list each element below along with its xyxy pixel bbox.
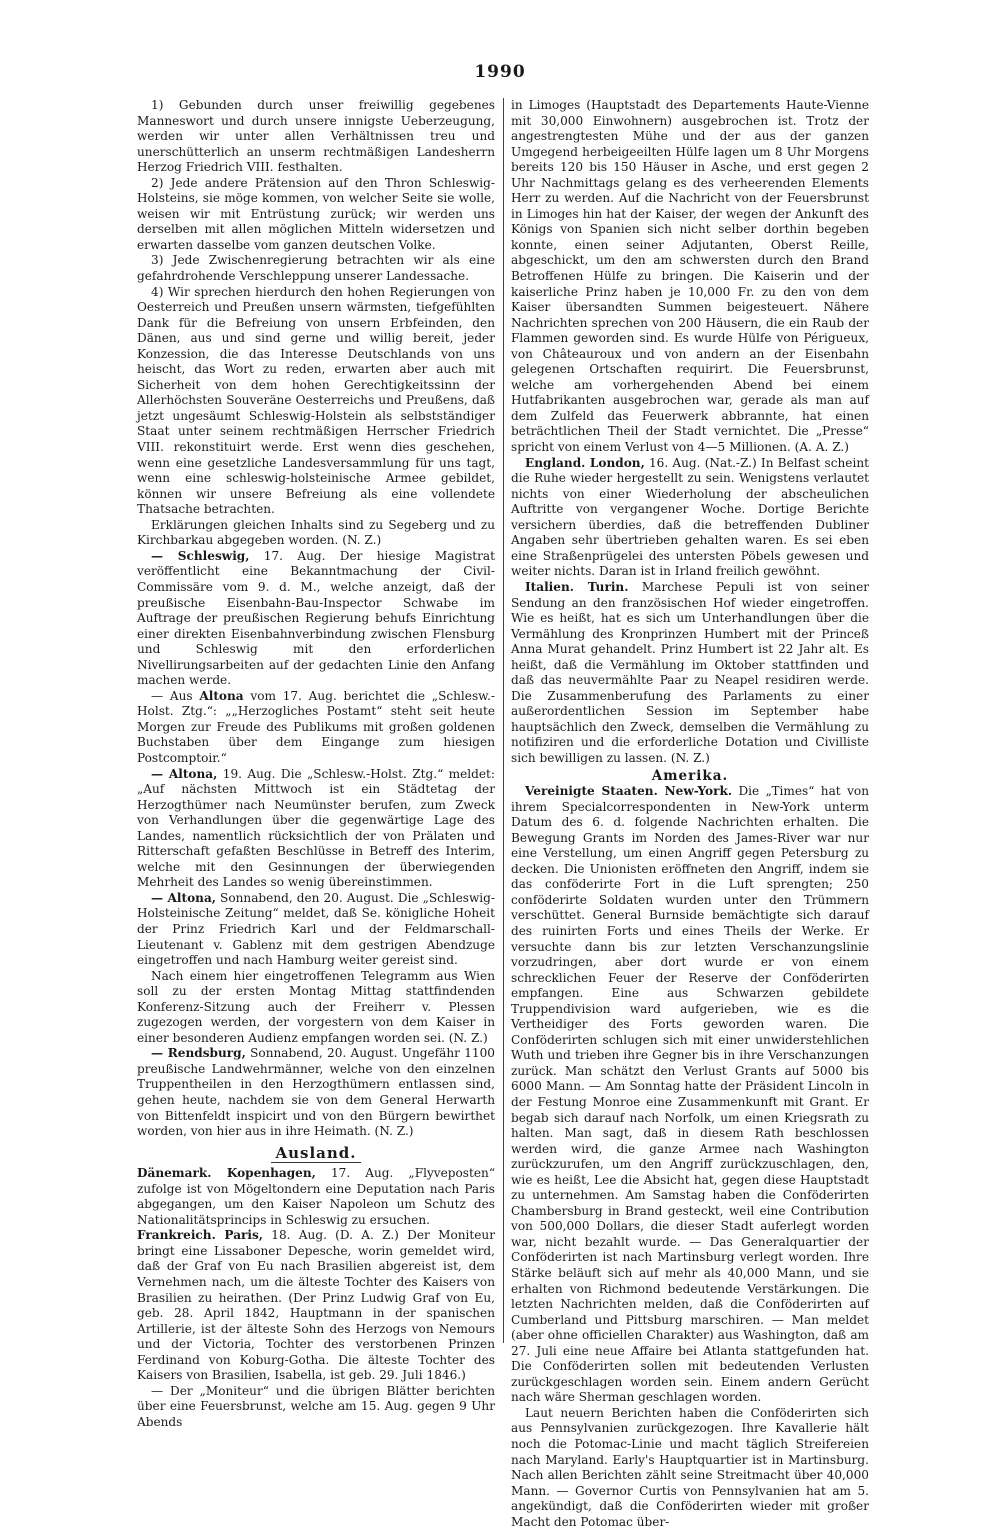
article-text: Sonnabend, 20. August. Ungefähr 1100 preußische Landwehrmänner, welche von den einzelnen Truppentheilen in den Herzogthümern entlassen sind, gehen heute, nachdem sie von dem General Herwarth von Bittenfeldt inspicirt und von den Bürgern bewirthet worden, von hier aus in ihre Heimath. (N. Z.) (137, 1046, 495, 1139)
paragraph: 1) Gebunden durch unser freiwillig gegebenes Manneswort und durch unsere innigste Ueberzeugung, werden wir unter allen Verhältnissen treu und unerschütterlich an unserm rechtmäßigen Landesherrn Herzog Friedrich VIII. festhalten. (137, 98, 495, 175)
section-heading-amerika: Amerika. (651, 767, 729, 784)
article (137, 549, 495, 689)
paragraph: Erklärungen gleichen Inhalts sind zu Segeberg und zu Kirchbarkau abgegeben worden. (N. Z.) (137, 517, 495, 548)
article (137, 1228, 495, 1383)
article (137, 767, 495, 891)
article-text: 16. Aug. (Nat.-Z.) In Belfast scheint die Ruhe wieder hergestellt zu sein. Wenigstens verlautet nichts von einer Wiederholung der abscheulichen Auftritte von vergangener Woche. Dortige Berichte versichern überdies, daß die betreffenden Dubliner Angaben sehr übertrieben gehalten waren. Es sei eben eine Straßenprügelei des untersten Pöbels gewesen und weiter nichts. Daran ist in Irland freilich gewöhnt. (511, 455, 869, 579)
paragraph: Laut neuern Berichten haben die Conföderirten sich aus Pennsylvanien zurückgezogen. Ihre Kavallerie hält noch die Potomac-Linie und macht täglich Streifereien nach Maryland. Early's Hauptquartier ist in Martinsburg. Nach allen Berichten zählt seine Streitmacht über 40,000 Mann. — Governor Curtis von Pennsylvanien hat am 5. angekündigt, daß die Conföderirten wieder mit großer Macht den Potomac über- (511, 1405, 869, 1529)
article-text: 18. Aug. (D. A. Z.) Der Moniteur bringt eine Lissaboner Depesche, worin gemeldet wird, daß der Graf von Eu nach Brasilien abgereist ist, dem Vernehmen nach, um die älteste Tochter des Kaisers von Brasilien zu heirathen. (Der Prinz Ludwig Graf von Eu, geb. 28. April 1842, Hauptmann in der spanischen Artillerie, ist der älteste Sohn des Herzogs von Nemours und der Victoria, Tochter des verstorbenen Prinzen Ferdinand von Koburg-Gotha. Die älteste Tochter des Kaisers von Brasilien, Isabella, ist geb. 29. Juli 1846.) (137, 1228, 495, 1383)
dateline: Altona (199, 688, 244, 703)
article-text: Die „Times“ hat von ihrem Specialcorrespondenten in New-York unterm Datum des 6. d. folgende Nachrichten erhalten. Die Bewegung Grants im Norden des James-River war nur eine Verstellung, um einen Angriff gegen Petersburg zu decken. Die Unionisten eröffneten den Angriff, indem sie das conföderirte Fort in die Luft sprengten; 250 conföderirte Soldaten wurden unter den Trümmern verschüttet. General Burnside bemächtigte sich darauf des ruinirten Forts und eines Theils der Werke. Er versuchte dann bis zur letzten Verschanzungslinie vorzudringen, aber dort wurde er von einem schrecklichen Feuer der Reserve der Conföderirten empfangen. Eine aus Schwarzen gebildete Truppendivision ward aufgerieben, wie es die Vertheidiger des Forts geworden waren. Die Conföderirten schlugen sich mit einer unwiderstehlichen Wuth und trieben ihre Gegner bis in ihre Verschanzungen zurück. Man schätzt den Verlust Grants auf 5000 bis 6000 Mann. — Am Sonntag hatte der Präsident Lincoln in der Festung Monroe eine Zusammenkunft mit Grant. Er begab sich darauf nach Norfolk, um einen Kriegsrath zu halten. Man sagt, daß in diesem Rath beschlossen werden wird, die ganze Armee nach Washington zurückzurufen, um den Angriff zurückzuschlagen, den, wie es heißt, Lee die Absicht hat, gegen diese Hauptstadt zu unternehmen. Am Samstag haben die Conföderirten Chambersburg in Brand gesteckt, weil eine Contribution von 500,000 Dollars, die dieser Stadt auferlegt worden war, nicht bezahlt wurde. — Das Generalquartier der Conföderirten ist nach Martinsburg verlegt worden. Ihre Stärke beläuft sich auf mehr als 40,000 Mann, und sie erhalten von Richmond bedeutende Verstärkungen. Die letzten Nachrichten melden, daß die Conföderirten auf Cumberland und Pittsburg marschiren. — Man meldet (aber ohne officiellen Charakter) aus Washington, daß am 27. Juli eine neue Affaire bei Atlanta stattgefunden hat. Die Conföderirten sollen mit bedeutenden Verlusten zurückgeschlagen worden sein. Einem andern Gerücht nach wäre Sherman geschlagen worden. (511, 784, 869, 1405)
paragraph: 2) Jede andere Prätension auf den Thron Schleswig-Holsteins, sie möge kommen, von welcher Seite sie wolle, weisen wir mit Entrüstung zurück; wir werden uns derselben mit allen möglichen Mitteln widersetzen und erwarten dasselbe vom ganzen deutschen Volke. (137, 175, 495, 252)
page-number: 1990 (474, 62, 526, 82)
dateline: Vereinigte Staaten. New-York. (525, 784, 733, 799)
article (511, 456, 869, 580)
dateline: — Rendsburg, (151, 1046, 246, 1061)
dateline: — Schleswig, (151, 548, 250, 563)
section-heading-ausland: Ausland. (275, 1143, 357, 1162)
section-rule (271, 1162, 361, 1163)
article-text: 17. Aug. Der hiesige Magistrat veröffentlicht eine Bekanntmachung der Civil-Commissäre vom 9. d. M., welche anzeigt, daß der preußische Eisenbahn-Bau-Inspector Schwabe im Auftrage der preußischen Regierung behufs Einrichtung einer direkten Eisenbahnverbindung zwischen Flensburg und Schleswig mit den erforderlichen Nivellirungsarbeiten auf der gedachten Linie den Anfang machen werde. (137, 548, 495, 688)
paragraph: Nach einem hier eingetroffenen Telegramm aus Wien soll zu der ersten Montag Mittag stattfindenden Konferenz-Sitzung auch der Freiherr v. Plessen zugezogen werden, der vorgestern von dem Kaiser in einer besonderen Audienz empfangen worden sei. (N. Z.) (137, 968, 495, 1045)
dateline: Frankreich. Paris, (137, 1228, 264, 1243)
article (511, 580, 869, 767)
article (137, 689, 495, 767)
dateline: England. London, (525, 455, 645, 470)
column-divider (503, 98, 504, 1343)
article-text: Marchese Pepuli ist von seiner Sendung an den französischen Hof wieder eingetroffen. Wie es heißt, hat es sich um Unterhandlungen über die Vermählung des Kronprinzen Humbert mit der Princeß Anna Murat gehandelt. Prinz Humbert ist 22 Jahr alt. Es heißt, daß die Vermählung im Oktober stattfinden und daß das neuvermählte Paar zu Neapel residiren werde. Die Zusammenberufung des Parlaments zu einer außerordentlichen Session im September habe hauptsächlich den Zweck, demselben die Vermählung zu notifiziren und die erforderliche Dotation und Civilliste sich bewilligen zu lassen. (N. Z.) (511, 579, 870, 765)
article-text: 19. Aug. Die „Schlesw.-Holst. Ztg.“ meldet: „Auf nächsten Mittwoch ist ein Städtetag der Herzogthümer nach Neumünster berufen, zum Zweck von Verhandlungen über die gegenwärtige Lage des Landes, namentlich rücksichtlich der von Prälaten und Ritterschaft gefaßten Beschlüsse in Betreff des Interim, welche mit den Gesinnungen der überwiegenden Mehrheit des Landes so wenig übereinstimmen. (137, 766, 495, 890)
left-column (137, 98, 496, 1429)
paragraph: 4) Wir sprechen hierdurch den hohen Regierungen von Oesterreich und Preußen unsern wärmsten, tiefgefühlten Dank für die Befreiung von unsern Erbfeinden, den Dänen, aus und sind gerne und willig bereit, jeder Konzession, die das Interesse Deutschlands von uns heischt, das Wort zu reden, erwarten aber auch mit Sicherheit von dem hohen Gerechtigkeitssinn der Allerhöchsten Souveräne Oesterreichs und Preußens, daß jetzt ungesäumt Schleswig-Holstein als selbstständiger Staat unter seinem rechtmäßigen Herrscher Friedrich VIII. rekonstituirt werde. Erst wenn dies geschehen, wenn eine gesetzliche Landesversammlung für uns tagt, wenn eine schleswig-holsteinische Armee gebildet, können wir unsere Befreiung als eine vollendete Thatsache betrachten. (137, 284, 495, 517)
dateline: Italien. Turin. (525, 579, 629, 594)
article (511, 784, 869, 1406)
article (137, 1166, 495, 1228)
dateline: Dänemark. Kopenhagen, (137, 1166, 316, 1181)
article-prefix: — Aus (151, 688, 200, 703)
paragraph: in Limoges (Hauptstadt des Departements Haute-Vienne mit 30,000 Einwohnern) ausgebrochen ist. Trotz der angestrengtesten Mühe und der aus der ganzen Umgegend herbeigeeilten Hülfe lagen um 8 Uhr Morgens bereits 120 bis 150 Häuser in Asche, und erst gegen 2 Uhr Nachmittags gelang es des verheerenden Elements Herr zu werden. Auf die Nachricht von der Feuersbrunst in Limoges hin hat der Kaiser, der wegen der Ankunft des Königs von Spanien sich nicht selber dorthin begeben konnte, einen seiner Adjutanten, Oberst Reille, abgeschickt, um den am schwersten durch den Brand Betroffenen Hülfe zu bringen. Die Kaiserin und der kaiserliche Prinz haben je 10,000 Fr. zu den von dem Kaiser übersandten Summen beigesteuert. Nähere Nachrichten sprechen von 200 Häusern, die ein Raub der Flammen geworden sind. Es wurde Hülfe von Périgueux, von Châteauroux und von andern an der Eisenbahn gelegenen Ortschaften requirirt. Die Feuersbrunst, welche am vorhergehenden Abend bei einem Hutfabrikanten ausgebrochen war, gerade als man auf dem Zulfeld das Feuerwerk abbrannte, hat einen beträchtlichen Theil der Stadt vernichtet. Die „Presse“ spricht von einem Verlust von 4—5 Millionen. (A. A. Z.) (511, 98, 869, 455)
dateline: — Altona, (151, 890, 216, 905)
paragraph: — Der „Moniteur“ und die übrigen Blätter berichten über eine Feuersbrunst, welche am 15. Aug. gegen 9 Uhr Abends (137, 1383, 495, 1429)
right-column (511, 98, 870, 1529)
dateline: — Altona, (151, 766, 218, 781)
article-text: 17. Aug. „Flyveposten“ zufolge ist von Mögeltondern eine Deputation nach Paris abgegangen, um den Kaiser Napoleon um Schutz des Nationalitätsprincips in Schleswig zu ersuchen. (137, 1166, 495, 1227)
article-text: Sonnabend, den 20. August. Die „Schleswig-Holsteinische Zeitung“ meldet, daß Se. königliche Hoheit der Prinz Friedrich Karl und der Feldmarschall-Lieutenant v. Gablenz mit dem gestrigen Abendzuge eingetroffen und nach Hamburg weiter gereist sind. (137, 890, 495, 968)
article (137, 1046, 495, 1139)
article-text: vom 17. Aug. berichtet die „Schlesw.-Holst. Ztg.“: „„Herzogliches Postamt“ steht seit heute Morgen zur Freude des Publikums mit großen goldenen Buchstaben über dem Eingange zum hiesigen Postcomptoir.“ (137, 688, 496, 765)
article (137, 891, 495, 969)
paragraph: 3) Jede Zwischenregierung betrachten wir als eine gefahrdrohende Verschleppung unserer Landessache. (137, 253, 495, 284)
